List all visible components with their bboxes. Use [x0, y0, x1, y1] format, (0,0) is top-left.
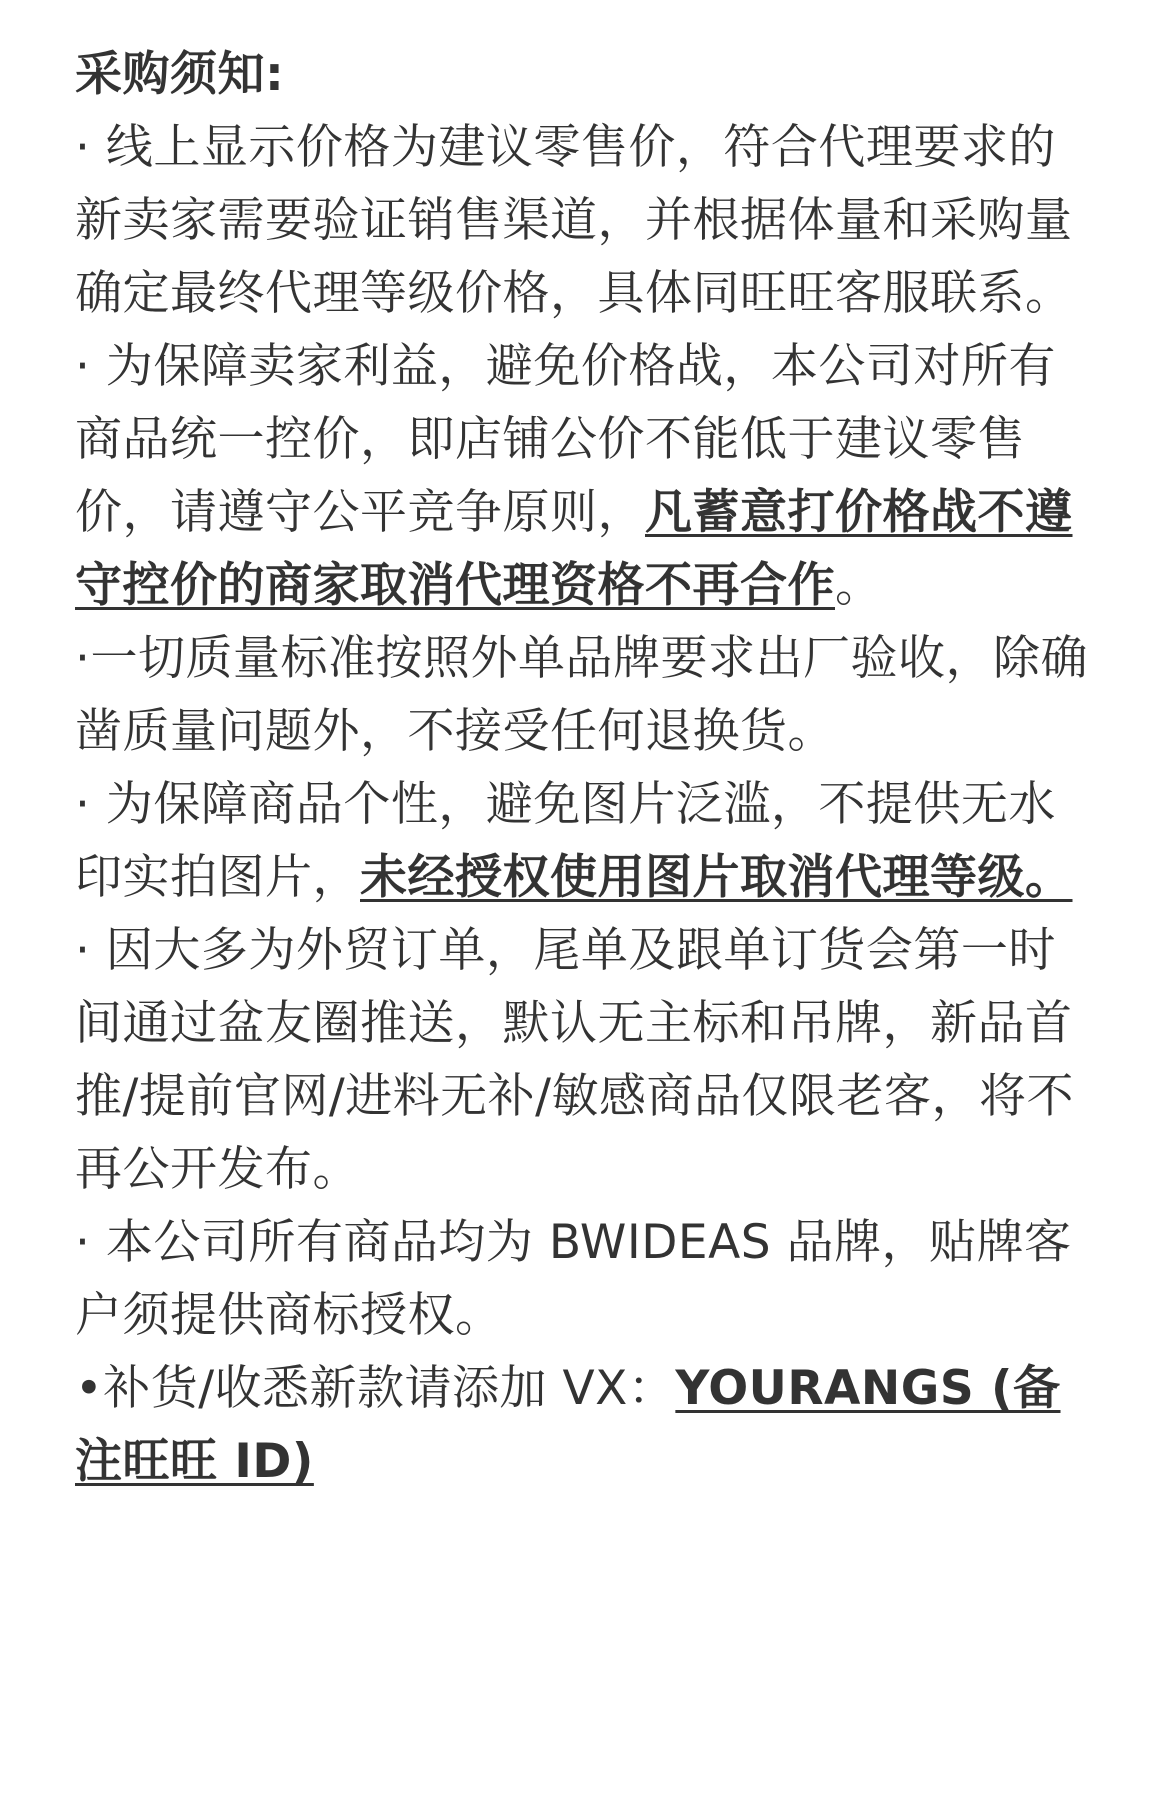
notice-item-text: · 本公司所有商品均为 BWIDEAS 品牌，贴牌客户须提供商标授权。 [75, 1215, 1072, 1343]
notice-item-text: · 因大多为外贸订单，尾单及跟单订货会第一时间通过盆友圈推送，默认无主标和吊牌，新品首推/提前官网/进料无补/敏感商品仅限老客，将不再公开发布。 [75, 923, 1075, 1197]
notice-item-quality [75, 622, 1095, 768]
notice-item-text: · 为保障商品个性，避免图片泛滥，不提供无水印实拍图片， [75, 777, 1056, 905]
notice-item-tail: 。 [835, 558, 883, 613]
notice-item-text: ·一切质量标准按照外单品牌要求出厂验收，除确凿质量问题外，不接受任何退换货。 [75, 631, 1088, 759]
notice-item-brand [75, 1206, 1095, 1352]
wechat-contact-id: YOURANGS (备注旺旺 ID) [75, 1361, 1061, 1489]
notice-item-emphasis: 未经授权使用图片取消代理等级。 [360, 850, 1073, 905]
notice-item-pricing [75, 111, 1095, 330]
notice-item-images [75, 768, 1095, 914]
notice-item-contact [75, 1352, 1095, 1498]
notice-item-price-control [75, 330, 1095, 622]
notice-item-text: •补货/收悉新款请添加 VX： [75, 1361, 676, 1416]
purchase-notice [75, 38, 1095, 1498]
notice-title: 采购须知: [75, 47, 285, 102]
notice-item-text: · 为保障卖家利益，避免价格战，本公司对所有商品统一控价，即店铺公价不能低于建议零售价，请遵守公平竞争原则， [75, 339, 1056, 540]
notice-item-orders [75, 914, 1095, 1206]
notice-item-emphasis: 凡蓄意打价格战不遵守控价的商家取消代理资格不再合作 [75, 485, 1073, 613]
notice-item-text: · 线上显示价格为建议零售价，符合代理要求的新卖家需要验证销售渠道，并根据体量和采购量确定最终代理等级价格，具体同旺旺客服联系。 [75, 120, 1073, 321]
